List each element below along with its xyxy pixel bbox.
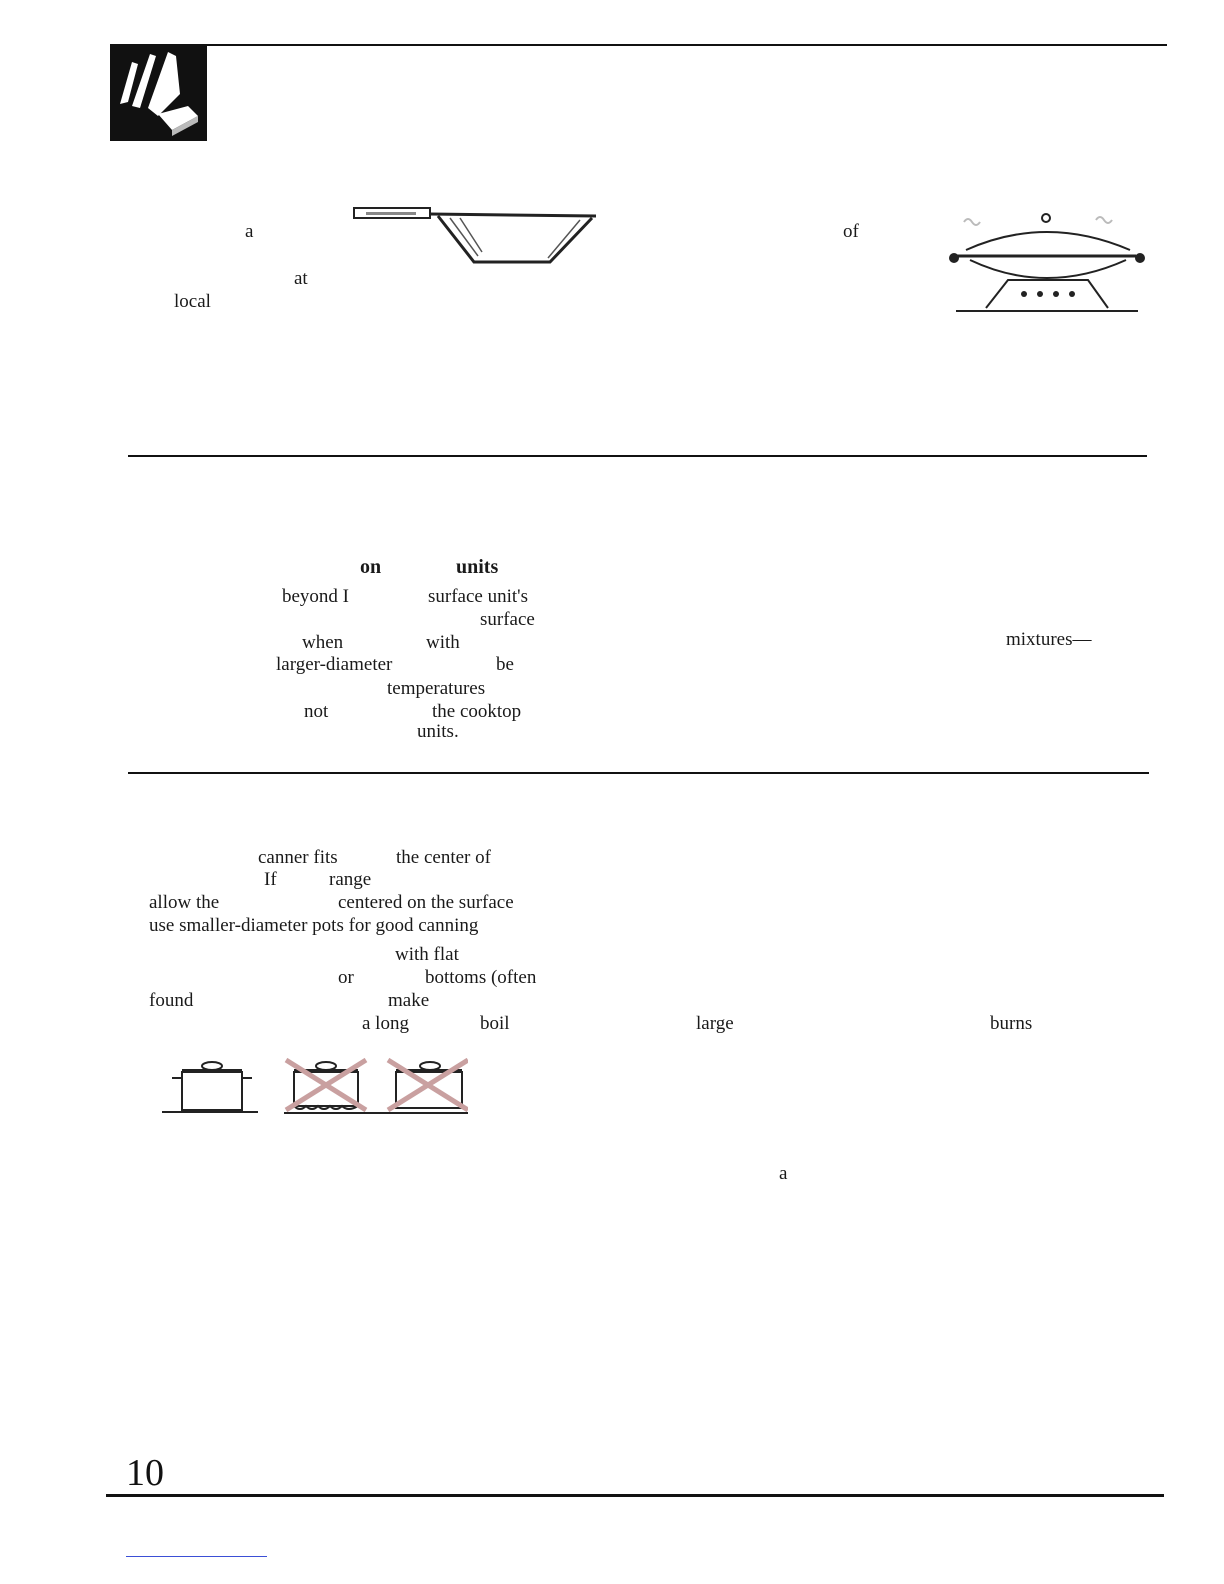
text-fragment: the center of xyxy=(396,847,491,868)
canning-pots-illustration xyxy=(162,1056,468,1118)
header-rule xyxy=(110,44,1167,46)
text-fragment: surface xyxy=(480,609,535,630)
text-fragment: canner fits xyxy=(258,847,338,868)
wok-pan-illustration xyxy=(352,204,598,266)
text-fragment: bottoms (often xyxy=(425,967,537,988)
text-fragment: at xyxy=(294,268,308,289)
text-fragment: a xyxy=(245,221,254,242)
finger-pressing-pad-icon xyxy=(110,44,207,141)
text-fragment: mixtures— xyxy=(1006,629,1092,650)
text-fragment: If xyxy=(264,869,277,890)
text-fragment: beyond I xyxy=(282,586,350,607)
text-fragment: of xyxy=(843,221,859,242)
text-fragment: units xyxy=(456,556,499,578)
text-fragment: use smaller-diameter pots for good canning xyxy=(149,915,479,936)
text-fragment: with flat xyxy=(395,944,459,965)
text-fragment: centered on the surface xyxy=(338,892,514,913)
text-fragment: a long xyxy=(362,1013,409,1034)
text-fragment: range xyxy=(329,869,372,890)
text-fragment: large xyxy=(696,1013,734,1034)
text-fragment: not xyxy=(304,701,329,722)
section-rule xyxy=(128,772,1149,774)
text-fragment: on xyxy=(360,556,382,578)
text-fragment: local xyxy=(174,291,211,312)
page-number: 10 xyxy=(126,1452,164,1494)
text-fragment: be xyxy=(496,654,514,675)
wok-on-ring-stand-illustration xyxy=(946,210,1148,315)
text-fragment: burns xyxy=(990,1013,1033,1034)
section-rule xyxy=(128,455,1147,457)
text-fragment: the cooktop xyxy=(432,701,522,722)
text-fragment: units. xyxy=(417,721,459,742)
link-underline xyxy=(126,1556,267,1557)
text-fragment: larger-diameter xyxy=(276,654,393,675)
text-fragment: a xyxy=(779,1163,788,1184)
footer-rule xyxy=(106,1494,1164,1497)
text-fragment: or xyxy=(338,967,354,988)
text-fragment: boil xyxy=(480,1013,510,1034)
text-fragment: temperatures xyxy=(387,678,486,699)
text-fragment: allow the xyxy=(149,892,220,913)
text-fragment: surface unit's xyxy=(428,586,528,607)
text-fragment: with xyxy=(426,632,460,653)
text-fragment: found xyxy=(149,990,194,1011)
text-fragment: when xyxy=(302,632,344,653)
text-fragment: make xyxy=(388,990,430,1011)
